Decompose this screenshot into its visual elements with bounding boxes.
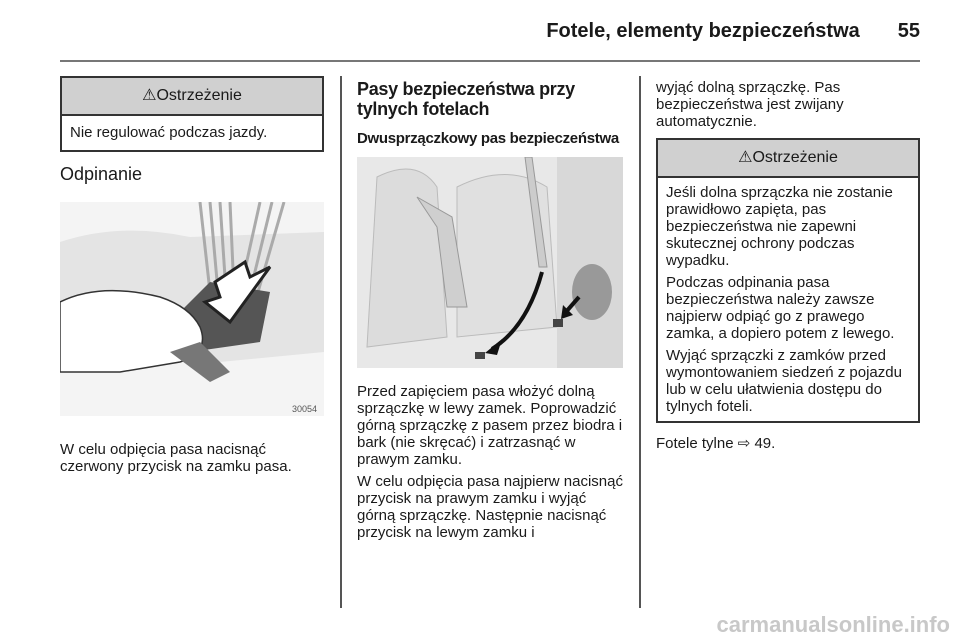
section-heading: Pasy bezpieczeństwa przy tylnych fotelach (357, 79, 575, 119)
rear-seats-image (357, 157, 623, 368)
column-divider (340, 76, 342, 608)
warning-icon: ⚠ (142, 87, 157, 104)
warning-paragraph: Wyjąć sprzączki z zamków przed wymontowaniem siedzeń z pojazdu lub w celu ułatwienia dostępu do tylnych foteli. (666, 347, 902, 415)
unbuckling-illustration (60, 202, 324, 416)
warning-title: Ostrzeżenie (752, 149, 838, 166)
arrow-right-outline-icon: ⇨ (737, 435, 751, 452)
figure-id: 30054 (292, 404, 318, 414)
warning-text: Nie regulować podczas jazdy. (70, 124, 268, 141)
column-divider (639, 76, 641, 608)
warning-box (656, 138, 920, 423)
column-1 (60, 76, 324, 475)
subsection-heading: Dwusprzączkowy pas bezpieczeństwa (357, 130, 619, 147)
warning-icon: ⚠ (738, 149, 753, 166)
header-rule (60, 60, 920, 62)
xref-page[interactable]: 49. (754, 435, 776, 452)
section-heading: Odpinanie (60, 164, 143, 184)
xref-text: Fotele tylne (656, 435, 734, 452)
warning-paragraph: Jeśli dolna sprzączka nie zostanie prawidłowo zapięta, pas bezpieczeństwa nie zapewni skutecznej ochrony podczas wypadku. (666, 184, 893, 269)
body-text: W celu odpięcia pasa nacisnąć czerwony przycisk na zamku pasa. (60, 441, 292, 475)
warning-box (60, 76, 324, 152)
page-number: 55 (897, 20, 920, 42)
column-2 (357, 79, 623, 546)
body-text: wyjąć dolną sprzączkę. Pas bezpieczeństwa jest zwijany automatycznie. (656, 79, 844, 130)
column-3 (656, 79, 920, 452)
cross-reference[interactable] (656, 435, 920, 452)
page-header (546, 20, 920, 43)
body-paragraph: W celu odpięcia pasa najpierw nacisnąć przycisk na prawym zamku i wyjąć górną sprzączkę. Następnie nacisnąć przycisk na lewym zamku i (357, 473, 623, 541)
rear-seatbelt-illustration (357, 157, 623, 368)
body-paragraph: Przed zapięciem pasa włożyć dolną sprzączkę w lewy zamek. Poprowadzić górną sprzączkę z pasem przez biodra i bark (nie skręcać) i zatrzasnąć w prawym zamku. (357, 383, 623, 468)
warning-title: Ostrzeżenie (156, 87, 242, 104)
header-title: Fotele, elementy bezpieczeństwa (546, 20, 860, 42)
warning-paragraph: Podczas odpinania pasa bezpieczeństwa należy zawsze najpierw odpiąć go z prawego zamka, a dopiero potem z lewego. (666, 274, 895, 342)
seatbelt-buckle-image (60, 202, 324, 416)
watermark: carmanualsonline.info (716, 612, 950, 637)
